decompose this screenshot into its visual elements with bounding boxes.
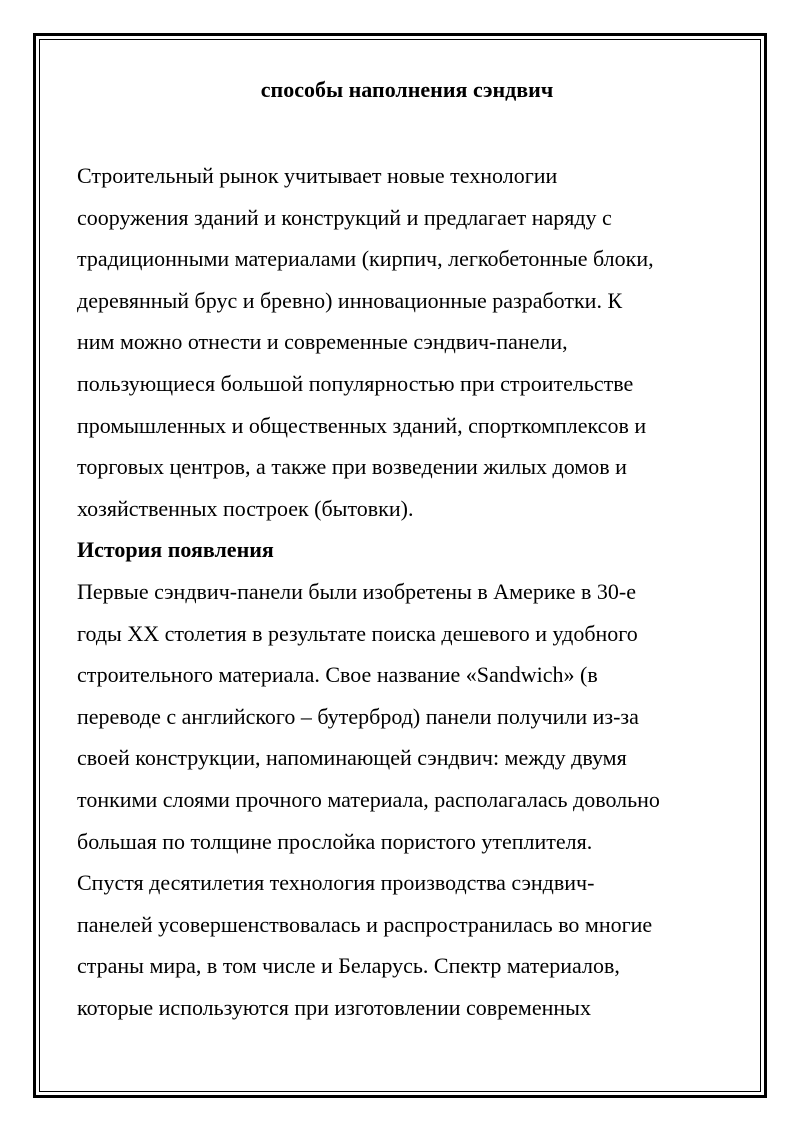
text-line: большая по толщине прослойка пористого утеплителя. — [77, 828, 593, 854]
text-line: Первые сэндвич-панели были изобретены в Америке в 30-е — [77, 578, 636, 604]
text-line: пользующиеся большой популярностью при строительстве — [77, 370, 634, 396]
text-line: годы XX столетия в результате поиска дешевого и удобного — [77, 620, 638, 646]
text-line: своей конструкции, напоминающей сэндвич: между двумя — [77, 745, 627, 771]
text-line: панелей усовершенствовалась и распространилась во многие — [77, 911, 653, 937]
text-line: тонкими слоями прочного материала, располагалась довольно — [77, 786, 660, 812]
text-line: сооружения зданий и конструкций и предлагает наряду с — [77, 204, 612, 230]
document-title: способы наполнения сэндвич — [260, 77, 554, 102]
text-line: ним можно отнести и современные сэндвич-панели, — [77, 329, 568, 355]
paragraph-history — [77, 571, 737, 862]
text-line: деревянный брус и бревно) инновационные разработки. К — [77, 287, 623, 313]
text-line: хозяйственных построек (бытовки). — [77, 495, 414, 521]
paragraph-development — [77, 862, 737, 1028]
text-line: которые используются при изготовлении современных — [77, 994, 591, 1020]
text-line: строительного материала. Свое название «Sandwich» (в — [77, 662, 598, 688]
text-line: торговых центров, а также при возведении жилых домов и — [77, 454, 627, 480]
document-body — [77, 74, 737, 1028]
text-line: страны мира, в том числе и Беларусь. Спектр материалов, — [77, 953, 620, 979]
text-line: Спустя десятилетия технология производства сэндвич- — [77, 870, 595, 896]
text-line: Строительный рынок учитывает новые технологии — [77, 163, 558, 188]
text-line: промышленных и общественных зданий, спорткомплексов и — [77, 412, 647, 438]
paragraph-intro — [77, 155, 737, 529]
section-heading: История появления — [77, 537, 274, 563]
text-line: переводе с английского – бутерброд) панели получили из-за — [77, 703, 639, 729]
text-line: традиционными материалами (кирпич, легкобетонные блоки, — [77, 246, 654, 272]
